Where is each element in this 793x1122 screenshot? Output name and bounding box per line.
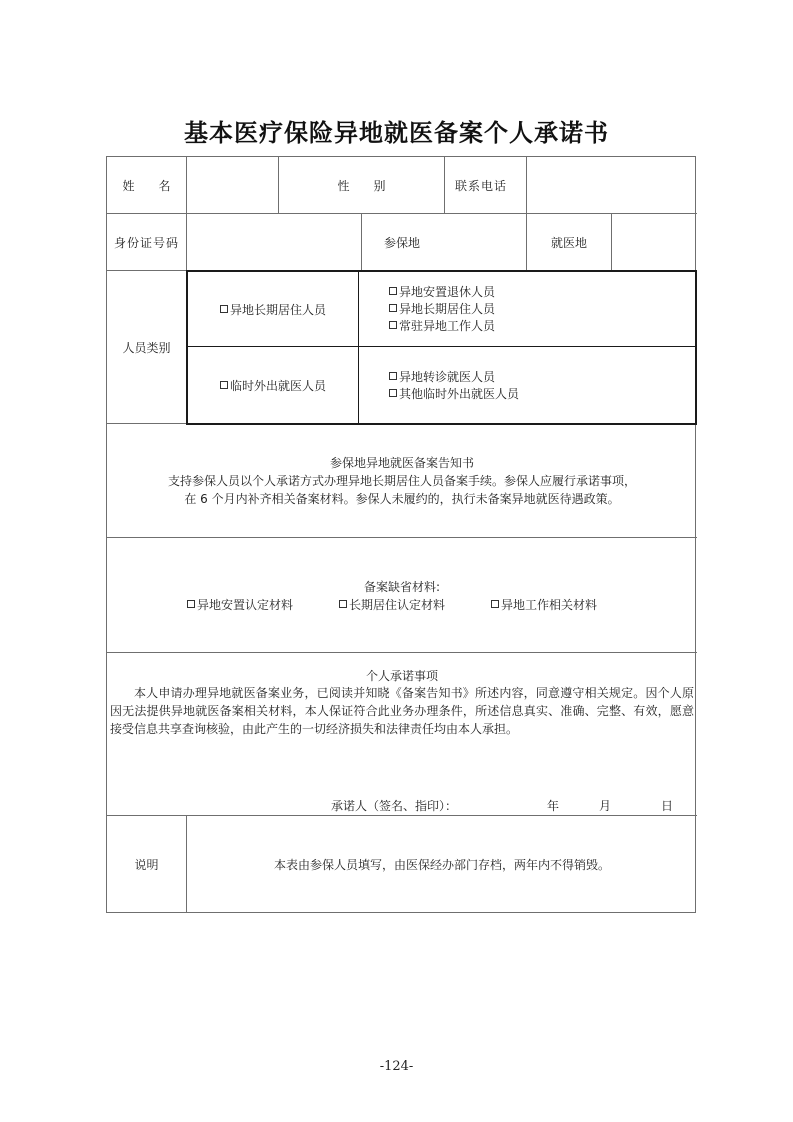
checkbox-icon[interactable]	[220, 381, 228, 389]
commitment-heading: 个人承诺事项	[365, 669, 438, 683]
category-label: 人员类别	[122, 340, 171, 355]
row-divider	[107, 423, 186, 424]
checkbox-icon[interactable]	[389, 389, 397, 397]
long-term-label: 异地长期居住人员	[229, 302, 326, 317]
medical-place-label: 就医地	[550, 235, 587, 250]
category-box-bottom	[186, 423, 697, 425]
id-number-field[interactable]	[187, 214, 361, 270]
row-divider	[107, 537, 697, 538]
commitment-body: 本人申请办理异地就医备案业务，已阅读并知晓《备案告知书》所述内容，同意遵守相关规定。因个人原因无法提供异地就医备案相关材料，本人保证符合此业务办理条件，所述信息真实、准确、完整、有效，愿意接受信息共享查询核验，由此产生的一切经济损失和法律责任均由本人承担。	[110, 686, 694, 736]
note-text: 本表由参保人员填写，由医保经办部门存档，两年内不得销毁。	[273, 857, 610, 872]
notice-heading: 参保地异地就医备案告知书	[329, 456, 474, 470]
missing-material-item[interactable]: 异地安置认定材料	[187, 596, 293, 613]
category-box-right	[695, 270, 697, 425]
signature-field[interactable]	[487, 793, 547, 811]
day-label: 日	[661, 799, 674, 813]
name-field[interactable]	[187, 157, 278, 213]
phone-label: 联系电话	[454, 178, 507, 193]
sub-option[interactable]: 常驻异地工作人员	[389, 318, 495, 335]
temporary-option[interactable]	[188, 347, 358, 423]
checkbox-icon[interactable]	[389, 304, 397, 312]
month-label: 月	[599, 799, 612, 813]
gender-label: 性 别	[337, 178, 386, 193]
sub-option[interactable]: 异地长期居住人员	[389, 301, 495, 318]
sub-option[interactable]: 异地转诊就医人员	[389, 369, 519, 386]
note-label: 说明	[134, 857, 159, 872]
insured-place-label: 参保地	[383, 235, 420, 250]
sub-option[interactable]: 其他临时外出就医人员	[389, 386, 519, 403]
phone-field[interactable]	[527, 157, 697, 213]
row-divider	[107, 652, 697, 653]
checkbox-icon[interactable]	[389, 321, 397, 329]
page-number: -124-	[379, 1059, 414, 1074]
checkbox-icon[interactable]	[389, 287, 397, 295]
notice-line-1: 支持参保人员以个人承诺方式办理异地长期居住人员备案手续。参保人应履行承诺事项，	[167, 474, 636, 488]
notice-line-2: 在 6 个月内补齐相关备案材料。参保人未履约的，执行未备案异地就医待遇政策。	[184, 492, 620, 506]
checkbox-icon[interactable]	[220, 305, 228, 313]
insured-place-field[interactable]	[442, 214, 526, 270]
long-term-sub-options	[389, 284, 495, 335]
commitment-form	[106, 156, 696, 913]
year-label: 年	[547, 799, 560, 813]
id-number-label: 身份证号码	[113, 235, 179, 250]
temporary-label: 临时外出就医人员	[229, 378, 326, 393]
missing-material-item[interactable]: 异地工作相关材料	[491, 596, 597, 613]
temporary-sub-options	[389, 369, 519, 403]
checkbox-icon[interactable]	[339, 600, 347, 608]
signature-label: 承诺人（签名、指印）：	[331, 799, 458, 813]
long-term-option[interactable]	[188, 272, 358, 346]
medical-place-field[interactable]	[612, 214, 697, 270]
checkbox-icon[interactable]	[491, 600, 499, 608]
category-column-divider	[358, 270, 359, 425]
checkbox-icon[interactable]	[187, 600, 195, 608]
sub-option[interactable]: 异地安置退休人员	[389, 284, 495, 301]
name-label: 姓 名	[122, 178, 171, 193]
missing-material-item[interactable]: 长期居住认定材料	[339, 596, 445, 613]
document-title: 基本医疗保险异地就医备案个人承诺书	[184, 118, 609, 147]
missing-materials-heading: 备案缺省材料:	[363, 580, 441, 594]
checkbox-icon[interactable]	[389, 372, 397, 380]
